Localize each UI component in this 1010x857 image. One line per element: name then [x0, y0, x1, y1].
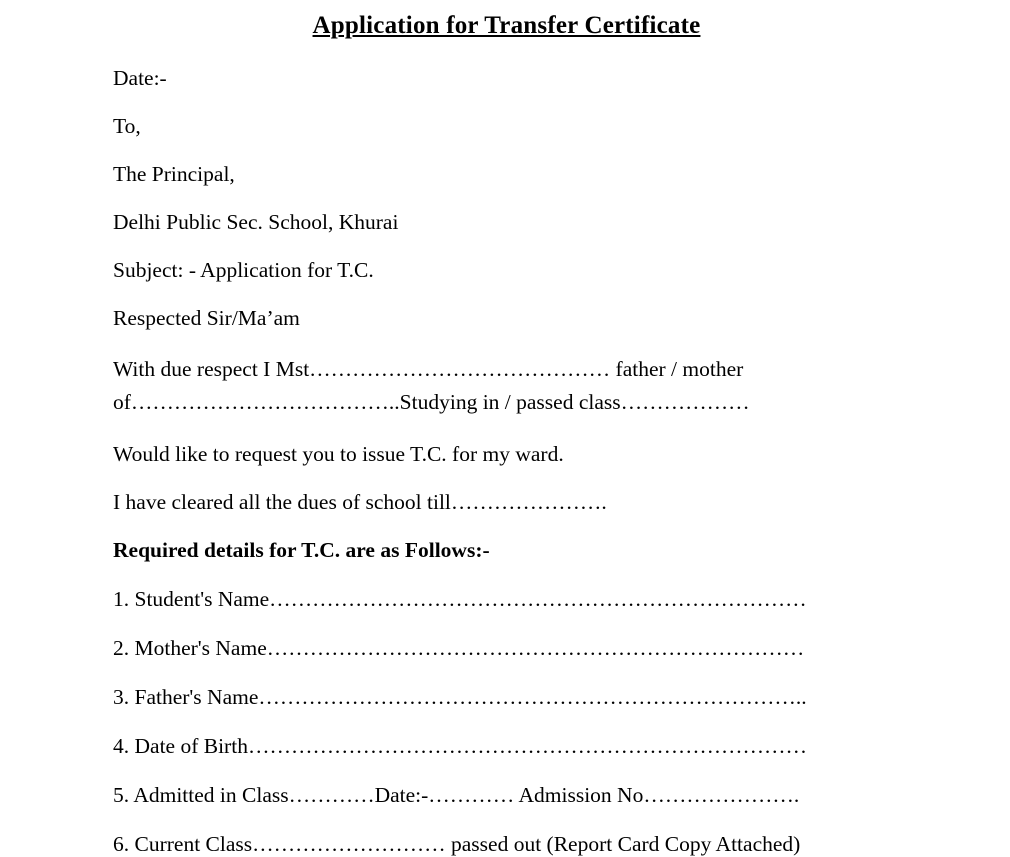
request-line-3: Would like to request you to issue T.C. for my ward. [113, 442, 564, 466]
request-paragraph [113, 331, 853, 419]
detail-item-admitted-in-class: 5. Admitted in Class…………Date:-………… Admission No…………………. [113, 783, 800, 807]
school-name-line: Delhi Public Sec. School, Khurai [113, 210, 399, 234]
details-heading: Required details for T.C. are as Follows:- [113, 538, 490, 562]
date-line: Date:- [113, 66, 167, 90]
to-line: To, [113, 114, 141, 138]
detail-item-mother-name: 2. Mother's Name………………………………………………………………… [113, 636, 805, 660]
dues-cleared-line: I have cleared all the dues of school till…………………. [113, 490, 607, 514]
request-line-2: of………………………………..Studying in / passed class……………… [113, 390, 750, 414]
detail-item-current-class: 6. Current Class……………………… passed out (Report Card Copy Attached) [113, 832, 801, 856]
detail-item-student-name: 1. Student's Name………………………………………………………………… [113, 587, 807, 611]
detail-item-father-name: 3. Father's Name………………………………………………………………….. [113, 685, 807, 709]
request-line-1: With due respect I Mst…………………………………… father / mother [113, 357, 744, 381]
detail-item-date-of-birth: 4. Date of Birth…………………………………………………………………… [113, 734, 807, 758]
page-title: Application for Transfer Certificate [312, 12, 701, 39]
principal-line: The Principal, [113, 162, 235, 186]
subject-line: Subject: - Application for T.C. [113, 258, 374, 282]
salutation-line: Respected Sir/Ma’am [113, 306, 300, 330]
